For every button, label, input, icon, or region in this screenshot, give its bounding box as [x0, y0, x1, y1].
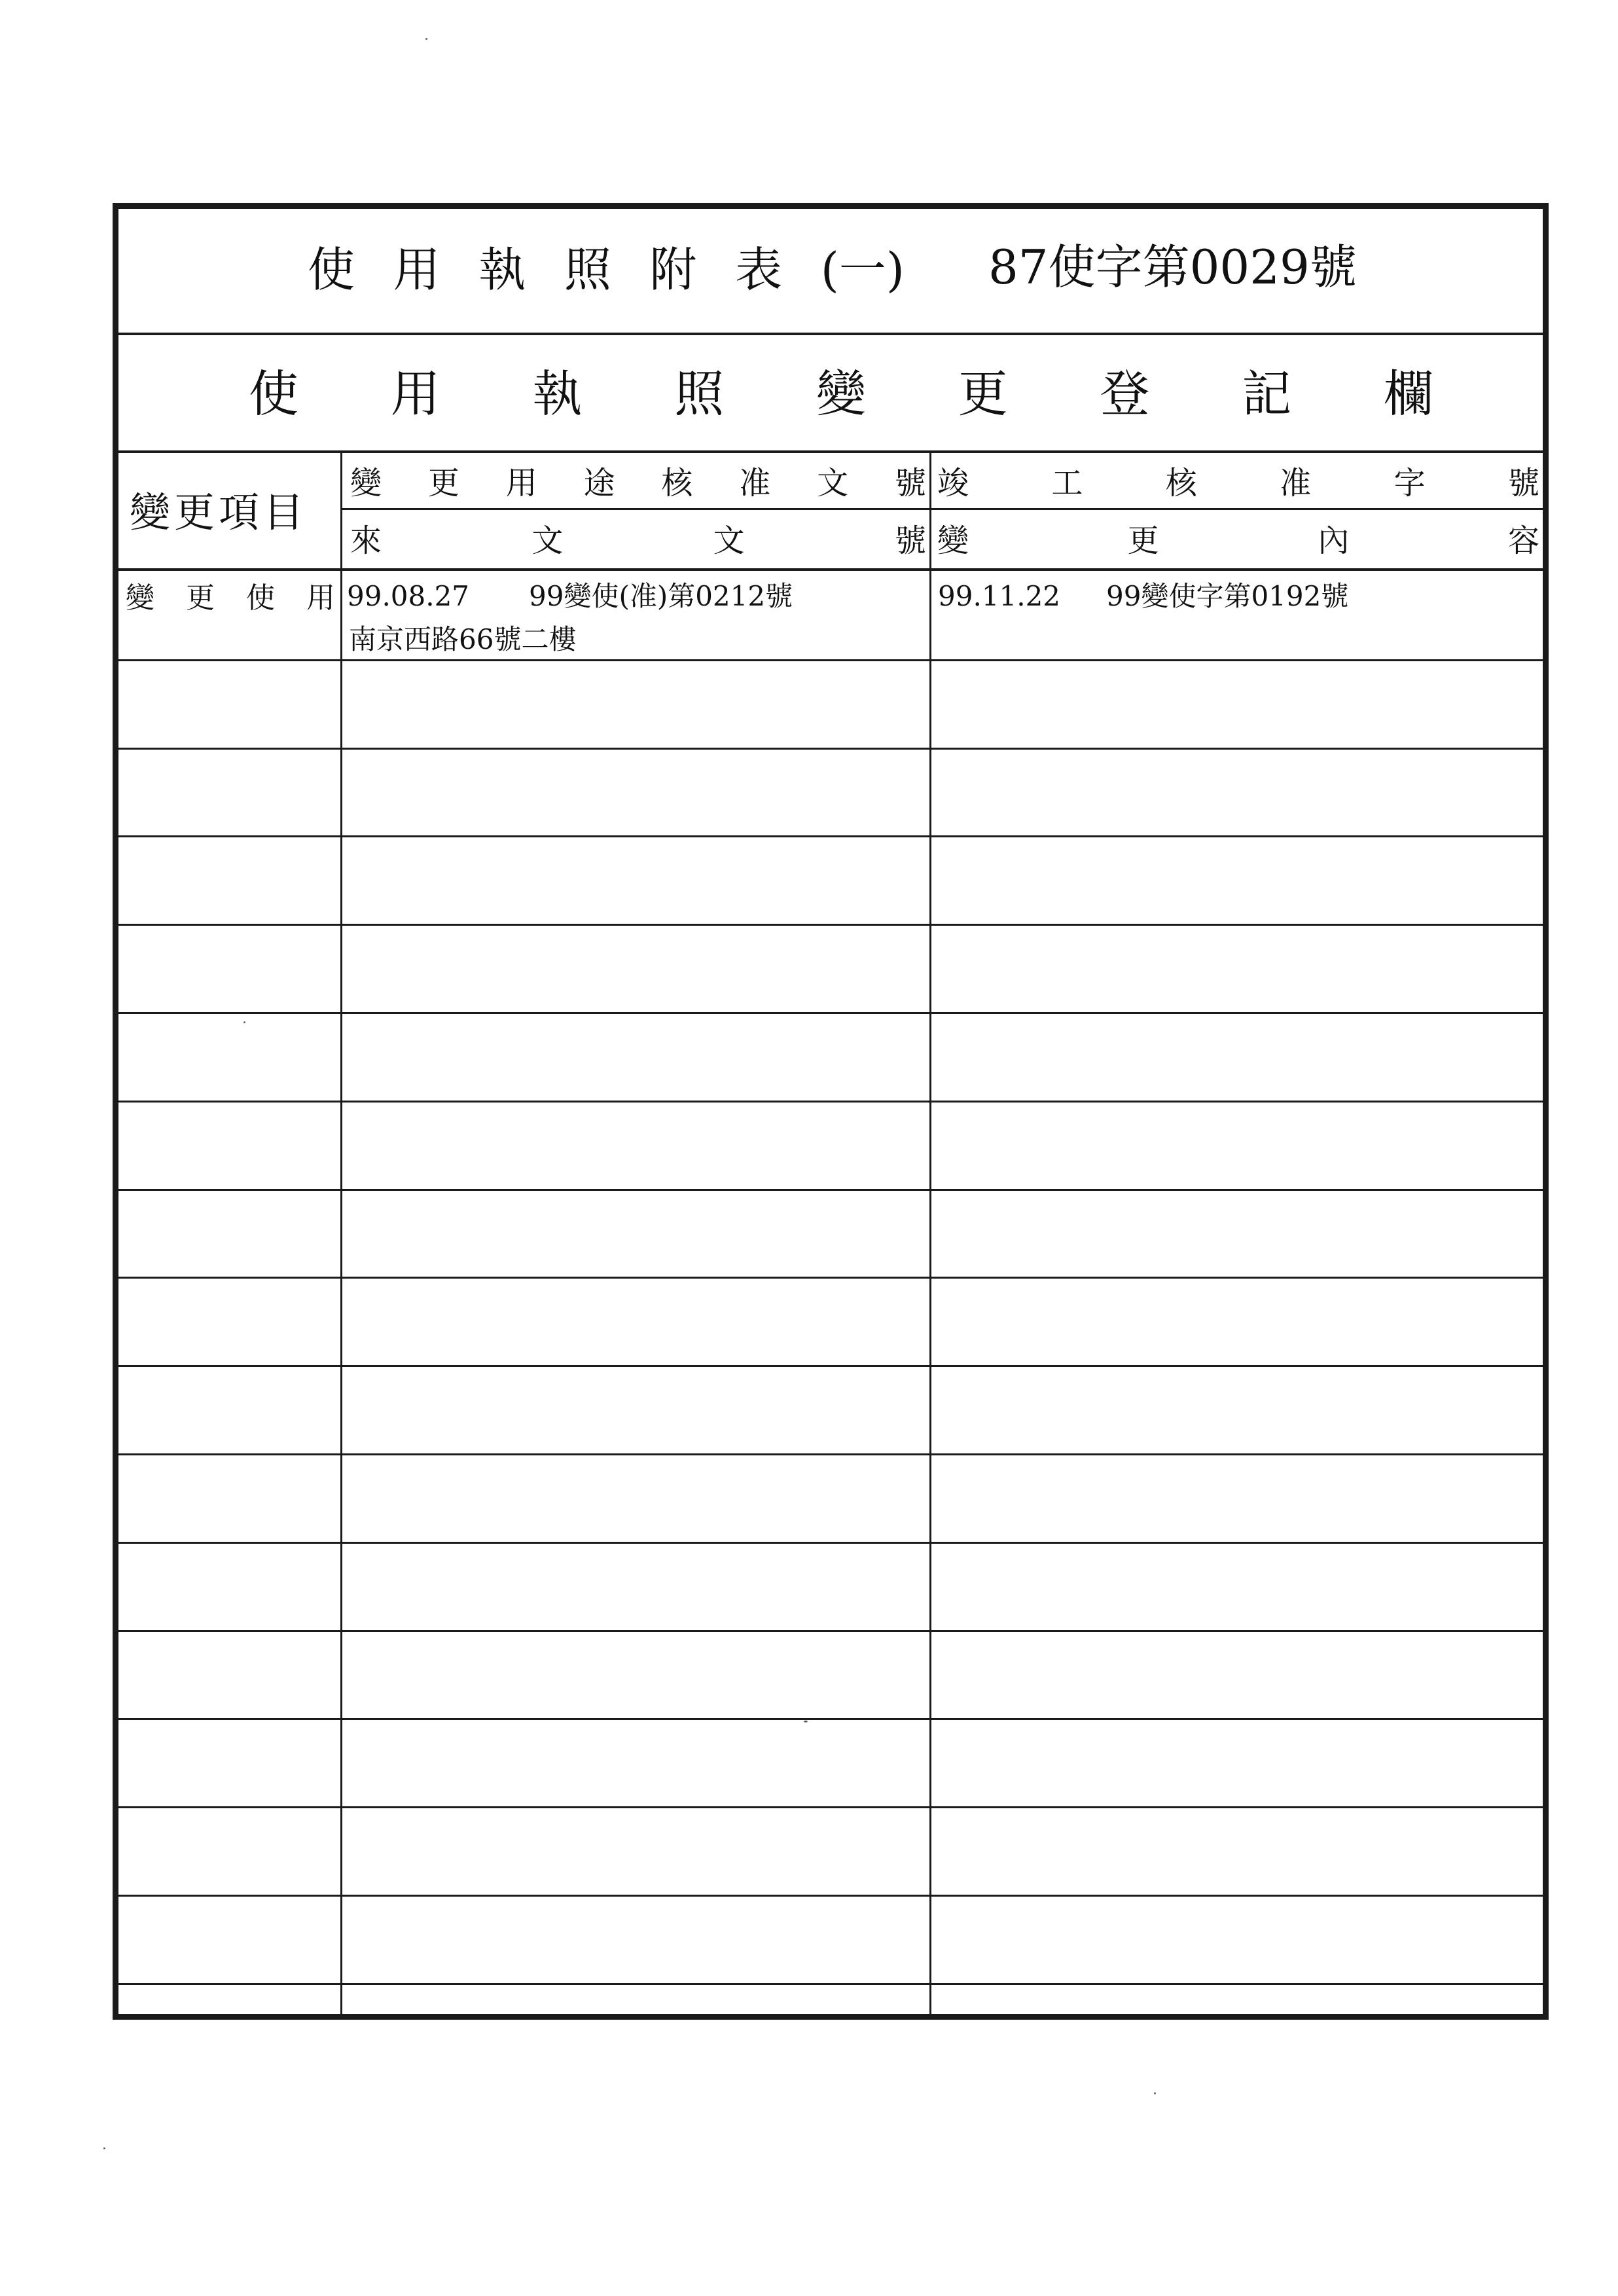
row-divider: [118, 748, 1543, 750]
header-char: 容: [1507, 522, 1539, 559]
row-char: 使: [246, 581, 275, 615]
row-char: 變: [126, 581, 154, 615]
subtitle-char: 登: [1100, 365, 1150, 423]
divider: [118, 568, 1543, 571]
subtitle-char: 用: [390, 365, 440, 423]
row-divider: [118, 1630, 1543, 1632]
subtitle-char: 執: [532, 365, 583, 423]
header-char: 內: [1318, 522, 1350, 559]
divider: [342, 508, 1543, 510]
title-char: 使: [308, 242, 355, 297]
header-char: 變: [350, 465, 382, 501]
row-char: 更: [186, 581, 215, 615]
row-divider: [118, 1101, 1543, 1102]
header-char: 號: [894, 522, 926, 559]
scan-speck: [243, 1021, 245, 1023]
divider: [118, 333, 1543, 335]
title-char: 照: [564, 242, 611, 297]
approval-date: 99.08.27: [347, 580, 470, 612]
row-char: 用: [306, 581, 335, 615]
row-change-item: [126, 580, 335, 617]
subtitle-char: 記: [1242, 365, 1292, 423]
header-char: 文: [713, 522, 745, 559]
row-divider: [118, 1542, 1543, 1544]
approval-number: 99變使(准)第0212號: [529, 580, 793, 612]
header-char: 號: [1507, 465, 1539, 501]
completion-number: 99變使字第0192號: [1106, 580, 1349, 612]
row-divider: [118, 1277, 1543, 1279]
header-char: 核: [661, 465, 693, 501]
subtitle-char: 欄: [1384, 365, 1433, 423]
header-char: 途: [583, 465, 615, 501]
scan-speck: [804, 1721, 808, 1722]
header-char: 竣: [937, 465, 969, 501]
title-char: (一): [820, 242, 905, 297]
header-char: 工: [1051, 465, 1083, 501]
header-approval-number: [350, 464, 926, 503]
title-char: 用: [393, 242, 440, 297]
scan-speck: [425, 38, 427, 40]
header-char: 准: [739, 465, 771, 501]
title-char: 執: [478, 242, 526, 297]
row-divider: [118, 1718, 1543, 1720]
permit-number: 87使字第0029號: [988, 240, 1357, 295]
header-char: 變: [937, 522, 969, 559]
header-change-item: 變更項目: [130, 488, 308, 536]
header-char: 更: [427, 465, 459, 501]
scan-speck: [103, 2147, 105, 2149]
header-char: 准: [1280, 465, 1312, 501]
subtitle-char: 變: [816, 365, 866, 423]
subtitle-char: 使: [249, 365, 298, 423]
header-char: 更: [1127, 522, 1159, 559]
row-divider: [118, 1895, 1543, 1897]
title-char: 表: [735, 242, 783, 297]
row-divider: [118, 1983, 1543, 1985]
header-char: 號: [894, 465, 926, 501]
form-subtitle: [249, 365, 1433, 423]
header-char: 用: [505, 465, 537, 501]
divider: [118, 450, 1543, 453]
form-title: [308, 244, 905, 296]
header-char: 文: [817, 465, 849, 501]
header-incoming-number: [350, 521, 926, 560]
scan-speck: [1154, 2092, 1156, 2094]
row-divider: [118, 924, 1543, 926]
completion-date: 99.11.22: [938, 580, 1061, 612]
header-char: 來: [350, 522, 382, 559]
subtitle-char: 更: [958, 365, 1008, 423]
column-divider: [340, 452, 342, 2014]
header-char: 核: [1165, 465, 1197, 501]
row-divider: [118, 1012, 1543, 1014]
header-change-content: [937, 521, 1539, 560]
header-char: 字: [1393, 465, 1426, 501]
header-char: 文: [531, 522, 564, 559]
address: 南京西路66號二樓: [349, 623, 577, 655]
row-divider: [118, 659, 1543, 661]
column-divider: [929, 452, 931, 2014]
subtitle-char: 照: [674, 365, 725, 423]
row-divider: [118, 1365, 1543, 1367]
row-divider: [118, 1189, 1543, 1191]
row-divider: [118, 1806, 1543, 1808]
header-completion-number: [937, 464, 1539, 503]
row-divider: [118, 1453, 1543, 1455]
title-char: 附: [649, 242, 697, 297]
row-divider: [118, 835, 1543, 837]
